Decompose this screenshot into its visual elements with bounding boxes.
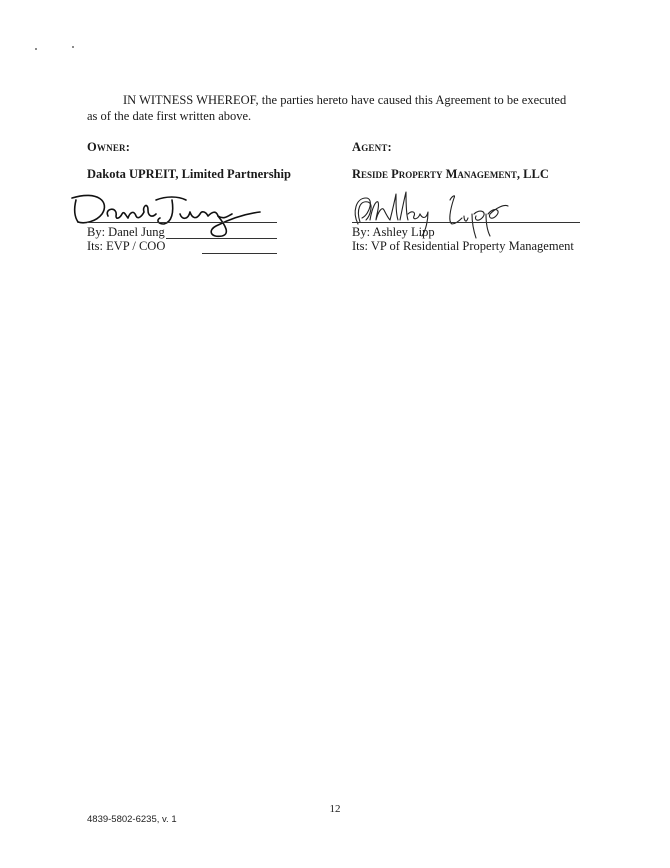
agent-its-line: Its: VP of Residential Property Management <box>352 239 574 253</box>
witness-line-1: IN WITNESS WHEREOF, the parties hereto have caused this Agreement to be executed <box>123 93 567 107</box>
owner-party-name: Dakota UPREIT, Limited Partnership <box>87 167 291 181</box>
owner-signature-line <box>87 222 277 223</box>
document-id: 4839-5802-6235, v. 1 <box>87 814 177 825</box>
scan-speck <box>35 48 37 50</box>
agent-signature-line <box>352 222 580 223</box>
witness-line-2: as of the date first written above. <box>87 108 252 123</box>
witness-clause <box>87 93 587 124</box>
owner-its-underline <box>202 253 277 254</box>
owner-by-underline <box>166 238 277 239</box>
owner-by-line: By: Danel Jung <box>87 225 165 239</box>
agent-heading: Agent: <box>352 140 392 154</box>
owner-its-line: Its: EVP / COO <box>87 239 166 253</box>
owner-heading: Owner: <box>87 140 131 154</box>
agent-by-line: By: Ashley Lipp <box>352 225 435 239</box>
agent-party-name: Reside Property Management, LLC <box>352 167 549 181</box>
page-number: 12 <box>329 803 341 815</box>
scan-speck <box>72 46 74 48</box>
